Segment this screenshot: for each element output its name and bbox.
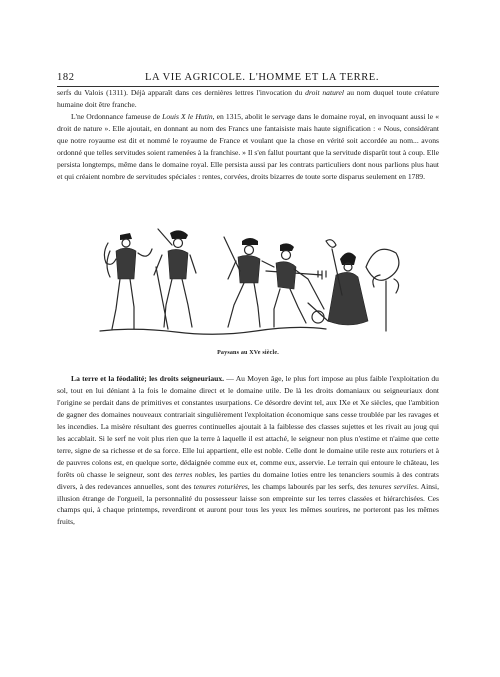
terres-nobles-term: terres nobles xyxy=(174,469,215,479)
tenures-serviles-term: tenures serviles xyxy=(369,481,417,491)
spinning-woman-figure xyxy=(326,240,368,325)
tenures-roturieres-term: tenures roturières xyxy=(193,481,248,491)
paragraph-1-text: serfs du Valois (1311). Déjà apparaît dans ces dernières lettres l'invocation du xyxy=(57,88,306,97)
droit-naturel-term: droit naturel xyxy=(305,88,345,97)
section-text-b: , les parties du domaine loties entre les tenanciers soumis à des contrats divers, à des redevances annuelles, sont des xyxy=(57,469,439,491)
running-title: LA VIE AGRICOLE. L'HOMME ET LA TERRE. xyxy=(144,72,380,83)
section-text-d: . Ainsi, illusion étrange de l'orgueil, la personnalité du possesseur laisse son empreinte sur les terres classées et hiérarchisées. Ces champs qui, à chaque printemps, reverdiront et auront pour tous les yeux les mêmes sourires, ne porteront pas les mêmes fruits, xyxy=(57,481,440,527)
peasant-with-horn-figure xyxy=(154,229,196,329)
peasants-illustration xyxy=(96,227,402,339)
figure-caption: Paysans au XVe siècle. xyxy=(217,350,279,356)
peasant-with-rake-figure xyxy=(224,237,326,327)
section-paragraph xyxy=(57,373,439,528)
peasant-with-plough-figure xyxy=(274,243,338,327)
section-heading: La terre et la féodalité; les droits seigneuriaux. xyxy=(71,374,225,383)
section-text-c: , les champs labourés par les serfs, des xyxy=(247,481,370,491)
paragraph-1 xyxy=(57,87,439,111)
section-text-a: — Au Moyen âge, le plus fort impose au plus faible l'exploitation du sol, tout en lui déniant à la fois le domaine direct et le domaine utile. De là les droits domaniaux ou seigneuriaux dont l'origine se perdait dans de primitives et constantes usurpations. Ce désordre devint tel, aux IXe et Xe siècles, que l'ambition de gagner des domaines nouveaux contrariait singulièrement l'exploitation économique sans cesse troublée par les ravages et les incendies. La misère résultant des guerres continuelles ajoutait à la faiblesse des classes sujettes et les rivait au joug qui les accablait. Si le serf ne voit plus rien que la terre à laquelle il est attaché, le seigneur non plus n'estime et n'aime que cette terre, signe de sa richesse et de sa force. Elle lui appartient, elle est noble. Celle dont le domaine utile reste aux roturiers et à de pauvres colons est, en quelque sorte, dédaignée comme eux et, comme eux, asservie. Le terrain qui entoure le château, les forêts où chasse le seigneur, sont des xyxy=(57,374,439,479)
paragraph-2-text-a: L'ne Ordonnance fameuse de xyxy=(71,112,163,121)
peasant-with-bundle-figure xyxy=(104,233,152,329)
paragraph-1-text-end: au xyxy=(344,88,354,97)
page-number: 182 xyxy=(57,72,75,83)
tree-figure xyxy=(366,249,399,331)
running-header xyxy=(57,72,439,86)
paragraph-2 xyxy=(57,111,439,183)
king-name: Louis X le Hutin xyxy=(162,112,213,121)
paragraph-1-line-2: nom duquel toute créature humaine doit être franche. xyxy=(57,88,439,109)
paragraph-2-text-b: , en 1315, abolit le servage dans le domaine royal, en invoquant aussi le « droit de nature ». Elle ajoutait, en donnant au nom des Francs une fantaisiste mais haute signification : « Nous, considérant que notre royaume est dit et nommé le royaume de France et voulant que la chose en vérité soit accordée au nom... avons ordonné que telles servitudes soient ramenées à la franchise. » Il s'en fallut pourtant que la servitude disparût tout à coup. Elle persista longtemps, même dans le domaine royal. Elle persista aussi par les contrats particuliers dont nous parlions plus haut et qui créaient nombre de servitudes spéciales : rentes, corvées, droits bizarres de toute sorte disparus seulement en 1789. xyxy=(57,112,440,181)
